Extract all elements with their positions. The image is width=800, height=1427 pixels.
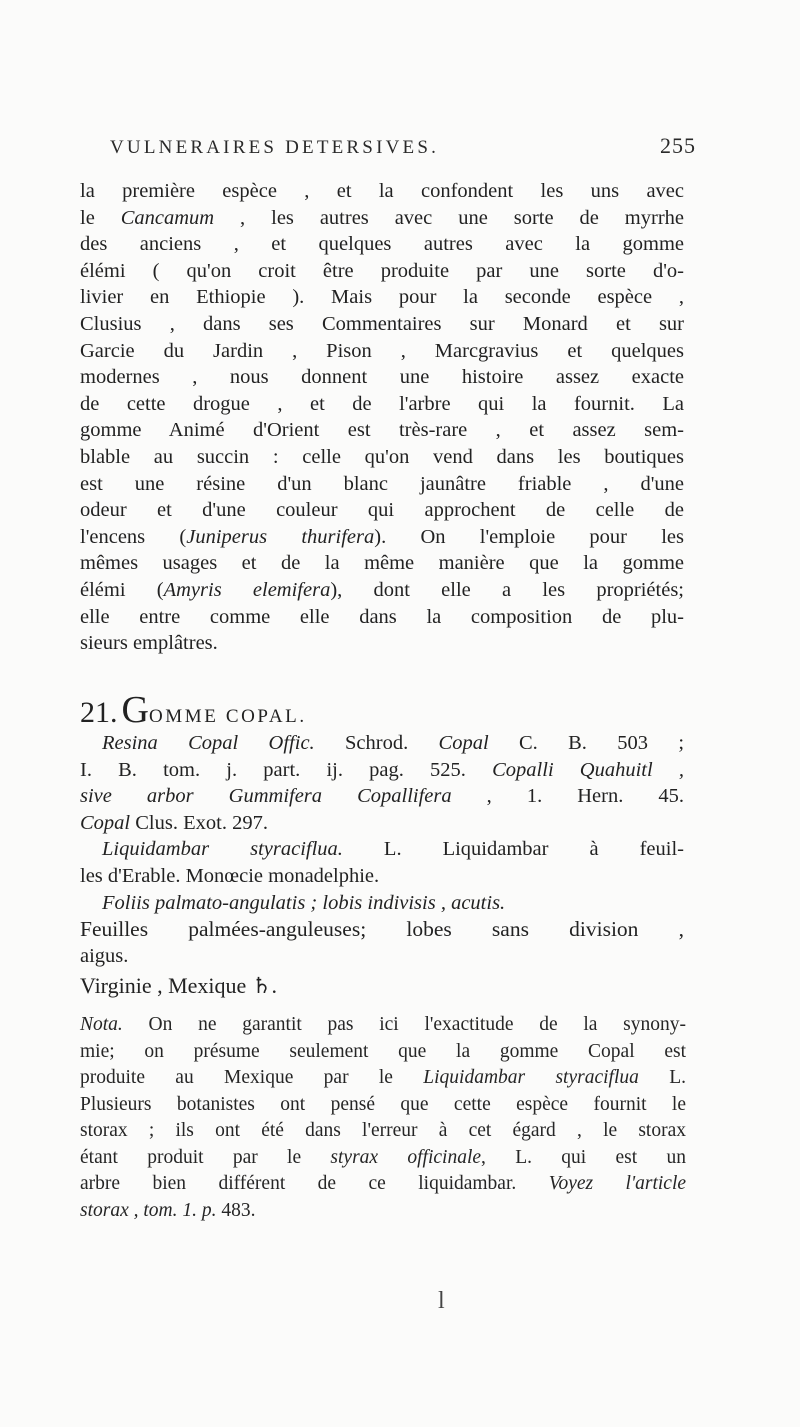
nota-line: mie; on présume seulement que la gomme Copal est [80,1040,686,1062]
italic-term: Juniperus thurifera [186,525,375,548]
french-description: Feuilles palmées-anguleuses; lobes sans division , [80,917,684,942]
italic-term: 1. p. [182,1199,217,1221]
text-line: gomme Animé d'Orient est très-rare , et assez sem- [80,419,684,442]
synonym-ref: , 1. Hern. 45. [486,785,685,808]
text-line: est une résine d'un blanc jaunâtre friable , d'une [80,472,684,495]
text-line: l'encens (Juniperus thurifera). On l'emploie pour les [80,525,685,548]
nota-label: Nota. [80,1014,123,1035]
synonym-name: sive arbor Gummifera Copallifera [80,785,452,808]
text-line: la première espèce , et la confondent les uns avec [80,180,684,202]
nota-text: arbre bien différent de ce liquidambar. [80,1173,517,1194]
habitat-line: Virginie , Mexique ♄. [80,973,278,999]
nota-line: storax ; ils ont été dans l'erreur à cet égard , le storax [80,1120,686,1141]
synonym-line [80,757,684,784]
nota-line [80,1198,686,1225]
text-line: odeur et d'une couleur qui approchent de celle de [80,499,684,522]
nota-line: Plusieurs botanistes ont pensé que cette espèce fournit le [80,1093,686,1115]
synonym-ref: Clus. Exot. 297. [135,811,268,834]
nota-text: 483. [221,1199,256,1221]
nota-line [80,1012,686,1039]
section-heading [80,688,684,732]
nota-text: L. [669,1067,687,1088]
synonym-name: Copal [80,811,131,834]
synonym-line [80,730,684,757]
page-number: 255 [660,133,696,158]
italic-term: Cancamum [120,206,215,229]
text-line: Garcie du Jardin , Pison , Marcgravius et quelques [80,339,684,362]
text-line: modernes , nous donnent une histoire assez exacte [80,366,684,389]
nota-text: On ne garantit pas ici l'exactitude de la synony- [148,1014,686,1035]
nota-text: produite au Mexique par le [80,1067,393,1088]
nota-text: , L. qui est un [481,1146,686,1168]
species-line: les d'Erable. Monœcie monadelphie. [80,864,380,887]
section-number: 21. [80,696,118,729]
synonym-author: Schrod. [345,732,409,754]
nota-paragraph [80,1012,686,1224]
nota-text: étant produit par le [80,1146,302,1168]
french-description: aigus. [80,944,129,967]
text-line: de cette drogue , et de l'arbre qui la fournit. La [80,392,684,415]
text-line: des anciens , et quelques autres avec la gomme [80,233,684,256]
text-line: élémi ( qu'on croit être produite par une sorte d'o- [80,259,684,282]
text-line: élémi (Amyris elemifera), dont elle a les propriétés; [80,578,684,601]
text-line: blable au succin : celle qu'on vend dans les boutiques [80,445,684,468]
synonym-ref: I. B. tom. j. part. ij. pag. 525. [80,758,466,781]
section-initial: G [121,689,149,731]
text-line: livier en Ethiopie ). Mais pour la seconde espèce , [80,286,684,309]
italic-term: styrax officinale [330,1146,482,1168]
synonym-name: Copal [438,732,489,754]
footer-mark: l [438,1288,445,1314]
section-title: OMME COPAL. [148,706,307,727]
nota-line [80,1145,686,1172]
synonymy-block [80,730,684,1000]
latin-description: Foliis palmato-angulatis ; lobis indivisis , acutis. [102,891,506,914]
italic-term: Liquidambar styraciflua [423,1067,639,1088]
text-line: Clusius , dans ses Commentaires sur Monard et sur [80,312,684,335]
species-name: Liquidambar styraciflua. [102,838,343,861]
text-line: sieurs emplâtres. [80,632,218,655]
text-line: elle entre comme elle dans la composition de plu- [80,605,684,628]
synonym-ref: C. B. 503 ; [519,732,685,754]
italic-term: Voyez l'article [548,1173,687,1194]
synonym-name: Resina Copal Offic. [102,732,315,754]
page-header [110,133,696,159]
synonym-line [80,783,684,810]
running-head: VULNERAIRES DETERSIVES. [110,137,440,158]
nota-line [80,1171,686,1198]
species-common: L. Liquidambar à feuil- [383,838,684,861]
synonym-line [80,810,684,837]
text-line: mêmes usages et de la même manière que la gomme [80,552,684,575]
italic-term: storax , tom. [80,1199,178,1221]
species-line [80,836,684,863]
nota-line [80,1065,686,1092]
italic-term: Amyris elemifera [163,578,331,601]
body-paragraph [80,178,684,657]
synonym-name: Copalli Quahuitl , [492,758,685,781]
text-line: le Cancamum , les autres avec une sorte de myrrhe [80,206,684,229]
